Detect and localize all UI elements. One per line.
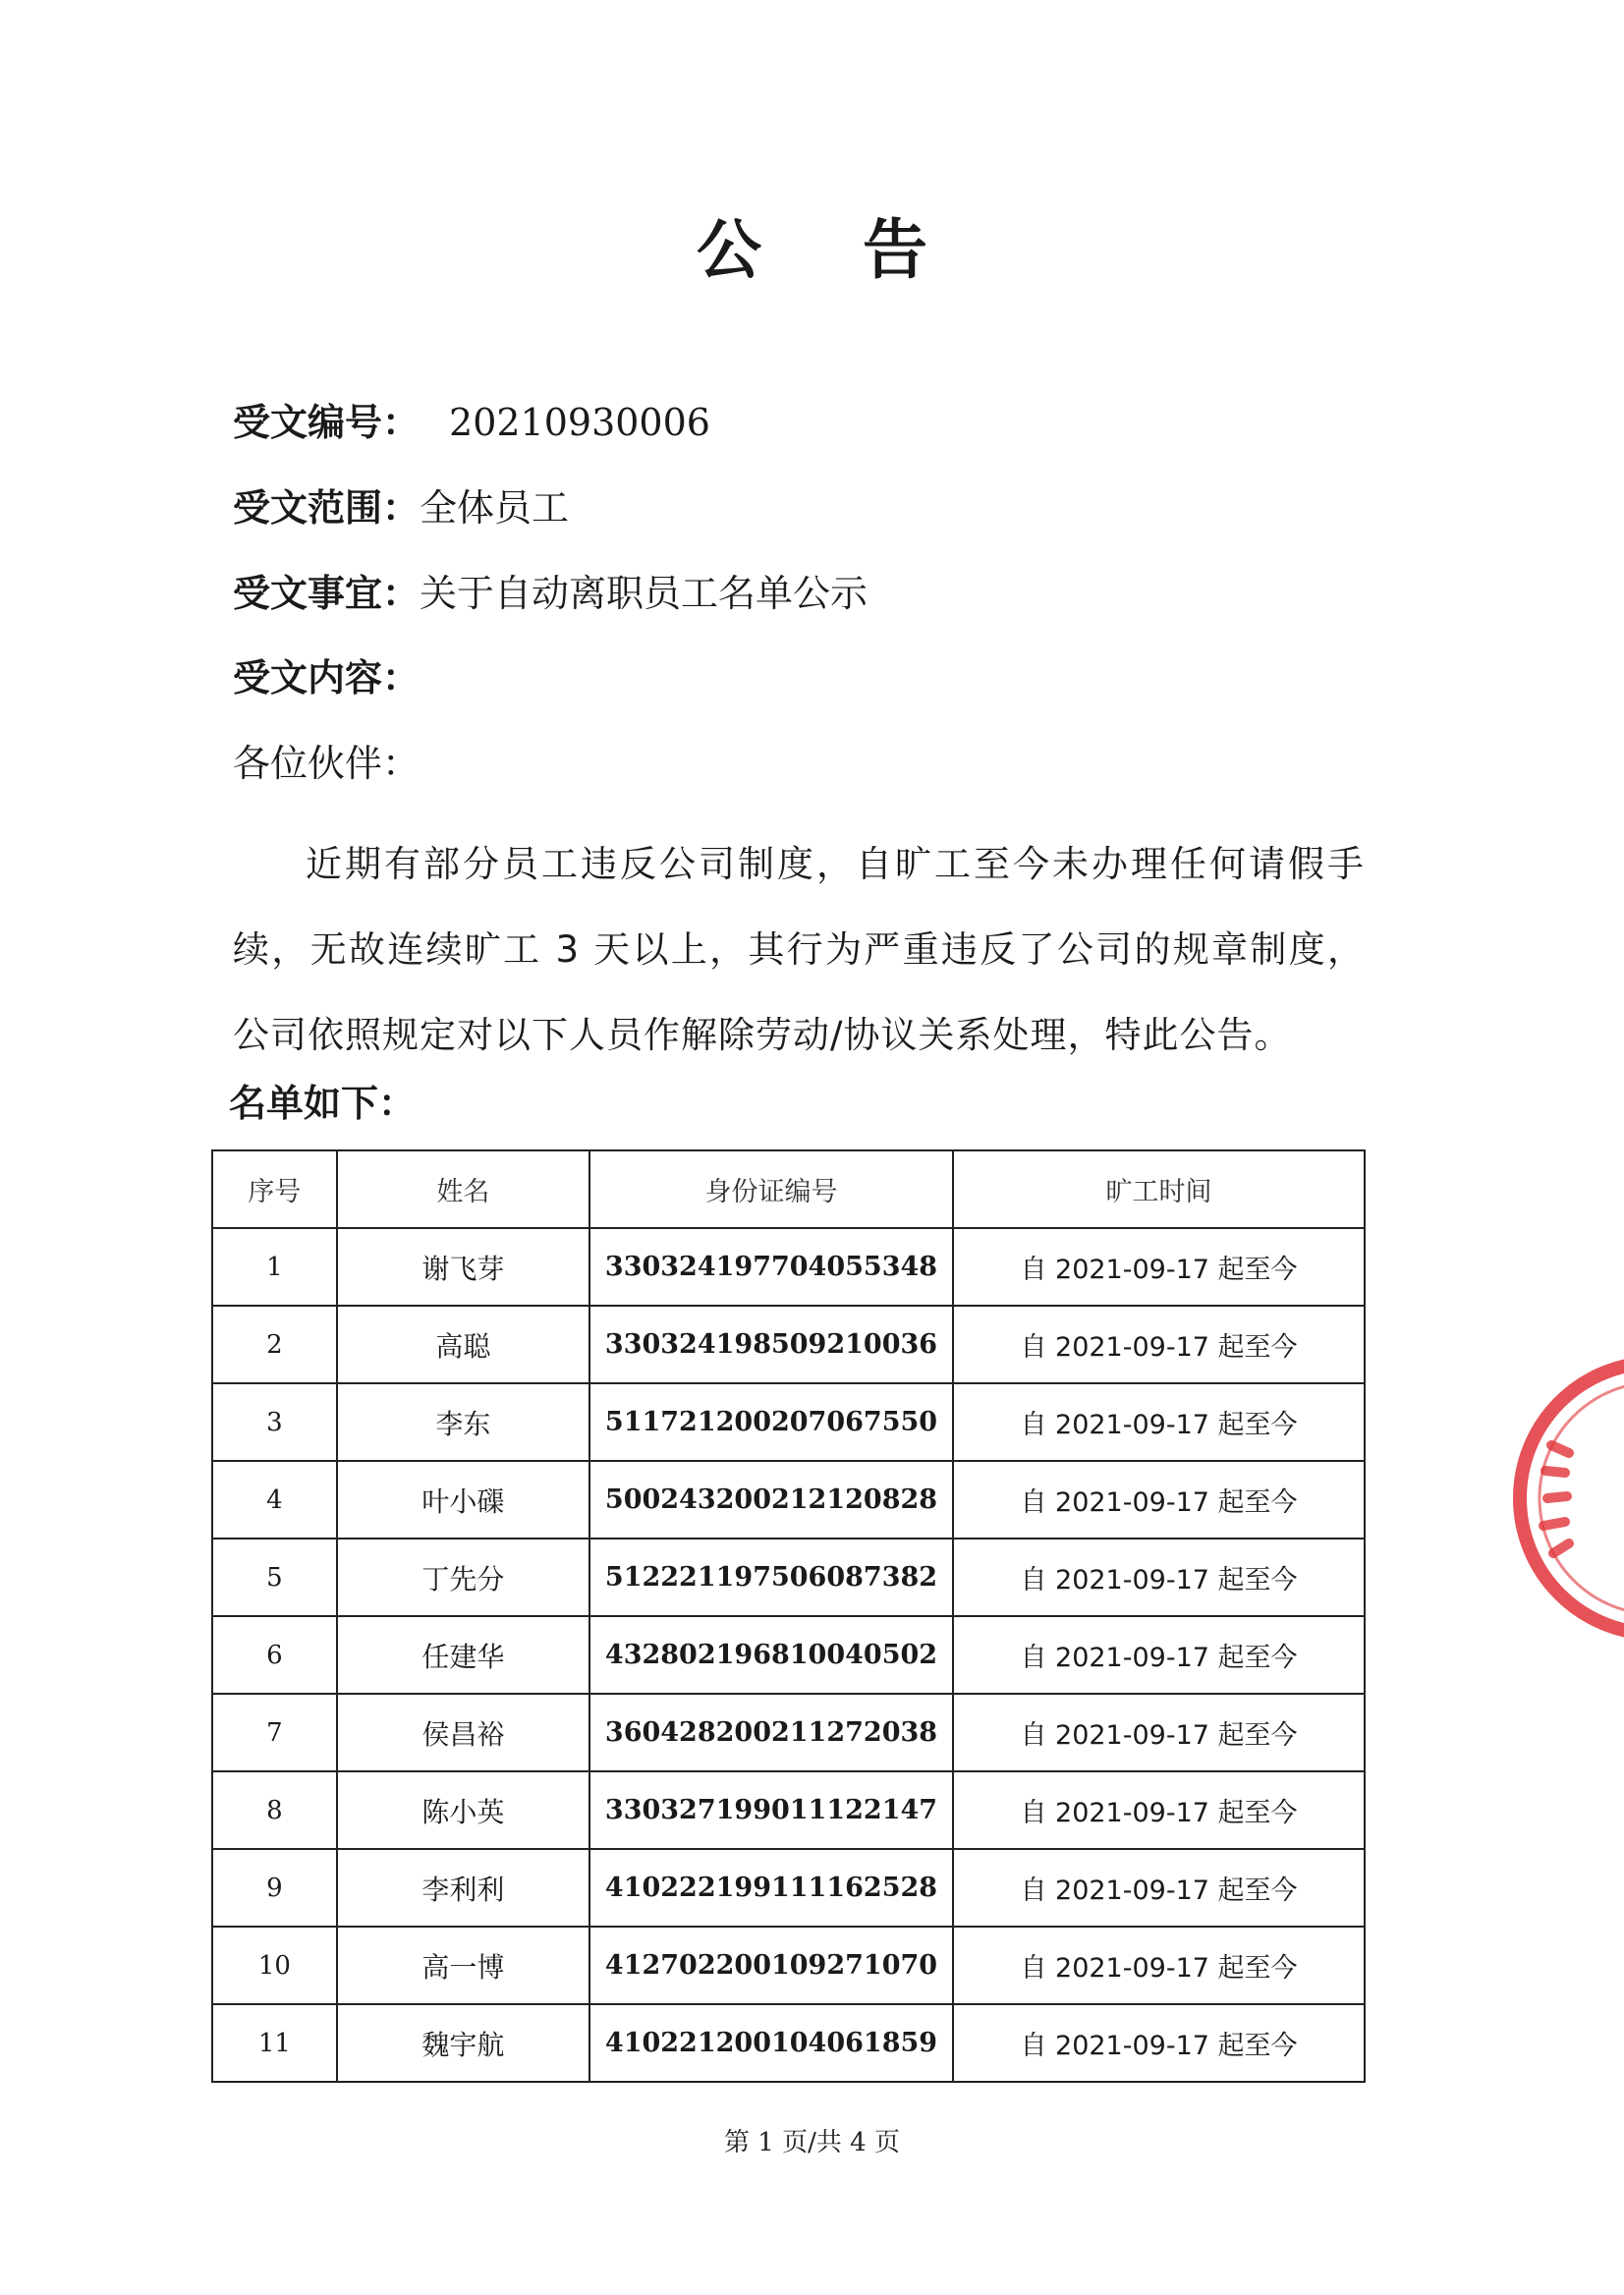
cell-serial: 6 — [212, 1616, 337, 1694]
cell-id-number: 360428200211272038 — [589, 1694, 953, 1771]
header-absence-time: 旷工时间 — [953, 1150, 1365, 1228]
doc-number-value: 20210930006 — [449, 401, 710, 444]
cell-id-number: 432802196810040502 — [589, 1616, 953, 1694]
table-row — [212, 1694, 1365, 1771]
cell-serial: 5 — [212, 1539, 337, 1616]
cell-id-number: 512221197506087382 — [589, 1539, 953, 1616]
cell-id-number: 330324197704055348 — [589, 1228, 953, 1306]
content-label: 受文内容： — [233, 656, 420, 700]
cell-id-number: 330324198509210036 — [589, 1306, 953, 1383]
cell-absence-time: 自 2021-09-17 起至今 — [953, 1461, 1365, 1539]
header-id-number: 身份证编号 — [589, 1150, 953, 1228]
cell-name: 李东 — [337, 1383, 589, 1461]
employee-table — [211, 1149, 1366, 2083]
cell-absence-time: 自 2021-09-17 起至今 — [953, 2004, 1365, 2082]
table-row — [212, 1616, 1365, 1694]
content-field — [233, 653, 420, 702]
cell-name: 侯昌裕 — [337, 1694, 589, 1771]
cell-absence-time: 自 2021-09-17 起至今 — [953, 1849, 1365, 1927]
cell-serial: 10 — [212, 1927, 337, 2004]
subject-label: 受文事宜： — [233, 572, 420, 615]
cell-name: 魏宇航 — [337, 2004, 589, 2082]
table-row — [212, 1849, 1365, 1927]
table-row — [212, 1927, 1365, 2004]
table-row — [212, 2004, 1365, 2082]
cell-id-number: 412702200109271070 — [589, 1927, 953, 2004]
notice-body: 近期有部分员工违反公司制度，自旷工至今未办理任何请假手续，无故连续旷工 3 天以上，其行为严重违反了公司的规章制度，公司依照规定对以下人员作解除劳动/协议关系处理，特此公告。 — [233, 843, 1365, 1056]
greeting: 各位伙伴： — [233, 742, 420, 785]
cell-serial: 9 — [212, 1849, 337, 1927]
cell-id-number: 330327199011122147 — [589, 1771, 953, 1849]
cell-absence-time: 自 2021-09-17 起至今 — [953, 1927, 1365, 2004]
cell-name: 丁先分 — [337, 1539, 589, 1616]
cell-name: 谢飞芽 — [337, 1228, 589, 1306]
table-row — [212, 1461, 1365, 1539]
cell-name: 任建华 — [337, 1616, 589, 1694]
table-row — [212, 1771, 1365, 1849]
subject-value: 关于自动离职员工名单公示 — [420, 572, 868, 615]
table-row — [212, 1539, 1365, 1616]
cell-serial: 3 — [212, 1383, 337, 1461]
table-row — [212, 1383, 1365, 1461]
table-row — [212, 1228, 1365, 1306]
cell-id-number: 410221200104061859 — [589, 2004, 953, 2082]
cell-absence-time: 自 2021-09-17 起至今 — [953, 1383, 1365, 1461]
cell-absence-time: 自 2021-09-17 起至今 — [953, 1616, 1365, 1694]
recipient-scope-field — [233, 483, 569, 532]
notice-title: 公 告 — [697, 212, 967, 288]
cell-absence-time: 自 2021-09-17 起至今 — [953, 1539, 1365, 1616]
cell-serial: 11 — [212, 2004, 337, 2082]
cell-name: 高聪 — [337, 1306, 589, 1383]
list-title: 名单如下： — [229, 1082, 417, 1125]
cell-id-number: 500243200212120828 — [589, 1461, 953, 1539]
doc-number-field — [233, 398, 710, 447]
cell-name: 叶小磲 — [337, 1461, 589, 1539]
cell-name: 李利利 — [337, 1849, 589, 1927]
cell-serial: 8 — [212, 1771, 337, 1849]
table-row — [212, 1306, 1365, 1383]
cell-serial: 1 — [212, 1228, 337, 1306]
cell-absence-time: 自 2021-09-17 起至今 — [953, 1771, 1365, 1849]
cell-serial: 2 — [212, 1306, 337, 1383]
cell-absence-time: 自 2021-09-17 起至今 — [953, 1694, 1365, 1771]
doc-number-label: 受文编号： — [233, 401, 420, 444]
page-footer: 第 1 页/共 4 页 — [724, 2128, 900, 2157]
cell-serial: 4 — [212, 1461, 337, 1539]
recipient-scope-label: 受文范围： — [233, 486, 420, 530]
header-name: 姓名 — [337, 1150, 589, 1228]
cell-absence-time: 自 2021-09-17 起至今 — [953, 1306, 1365, 1383]
cell-id-number: 511721200207067550 — [589, 1383, 953, 1461]
subject-field — [233, 569, 868, 618]
cell-name: 高一博 — [337, 1927, 589, 2004]
header-serial: 序号 — [212, 1150, 337, 1228]
company-seal-icon — [1508, 1351, 1624, 1646]
table-header-row — [212, 1150, 1365, 1228]
recipient-scope-value: 全体员工 — [420, 486, 570, 530]
cell-id-number: 410222199111162528 — [589, 1849, 953, 1927]
cell-name: 陈小英 — [337, 1771, 589, 1849]
cell-absence-time: 自 2021-09-17 起至今 — [953, 1228, 1365, 1306]
cell-serial: 7 — [212, 1694, 337, 1771]
